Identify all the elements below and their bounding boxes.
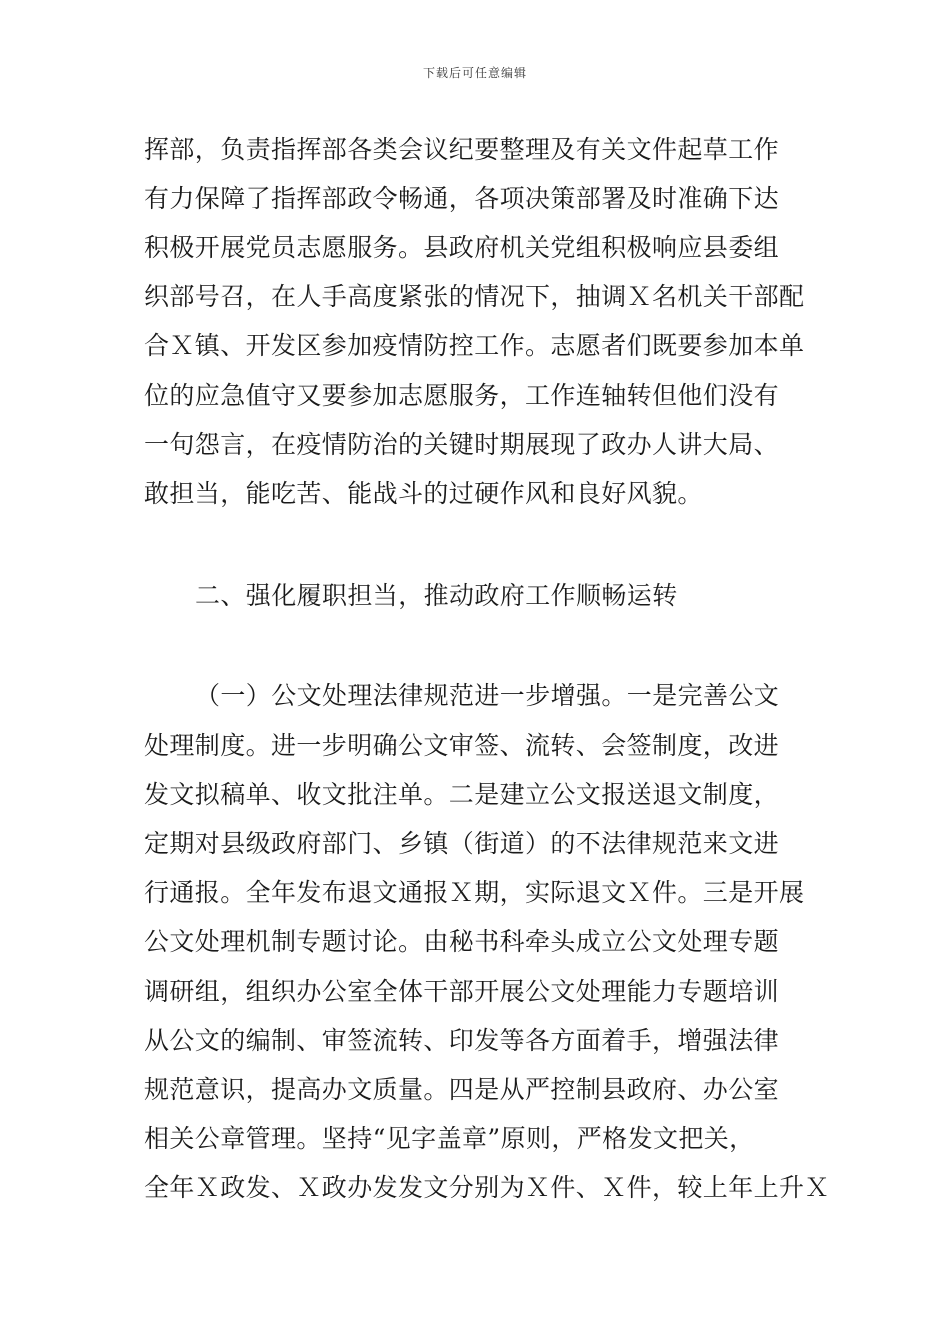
text-line: 规范意识，提高办文质量。四是从严控制县政府、办公室	[144, 1075, 780, 1104]
text-line: 织部号召，在人手高度紧张的情况下，抽调Ｘ名机关干部配	[144, 282, 805, 311]
text-line: 合Ｘ镇、开发区参加疫情防控工作。志愿者们既要参加本单	[144, 331, 805, 360]
text-line: 从公文的编制、审签流转、印发等各方面着手，增强法律	[144, 1026, 780, 1055]
text-line: 相关公章管理。坚持“见字盖章”原则，严格发文把关，	[144, 1124, 755, 1153]
text-line: 公文处理机制专题讨论。由秘书科牵头成立公文处理专题	[144, 927, 780, 956]
text-line: 发文拟稿单、收文批注单。二是建立公文报送退文制度，	[144, 780, 780, 809]
text-line: 敢担当，能吃苦、能战斗的过硬作风和良好风貌。	[144, 479, 703, 508]
text-line: 全年Ｘ政发、Ｘ政办发发文分别为Ｘ件、Ｘ件，较上年上升Ｘ	[144, 1173, 830, 1202]
text-line: 调研组，组织办公室全体干部开展公文处理能力专题培训	[144, 977, 780, 1006]
section-heading: 二、强化履职担当，推动政府工作顺畅运转	[195, 581, 678, 610]
text-line: 定期对县级政府部门、乡镇（街道）的不法律规范来文进	[144, 829, 780, 858]
text-line: 处理制度。进一步明确公文审签、流转、会签制度，改进	[144, 731, 780, 760]
header-note: 下载后可任意编辑	[422, 66, 527, 80]
text-line: （一）公文处理法律规范进一步增强。一是完善公文	[195, 681, 780, 710]
text-line: 有力保障了指挥部政令畅通，各项决策部署及时准确下达	[144, 184, 780, 213]
text-line: 位的应急值守又要参加志愿服务，工作连轴转但他们没有	[144, 381, 780, 410]
text-line: 挥部，负责指挥部各类会议纪要整理及有关文件起草工作	[144, 135, 780, 164]
text-line: 积极开展党员志愿服务。县政府机关党组积极响应县委组	[144, 233, 780, 262]
text-line: 行通报。全年发布退文通报Ｘ期，实际退文Ｘ件。三是开展	[144, 878, 805, 907]
text-line: 一句怨言，在疫情防治的关键时期展现了政办人讲大局、	[144, 430, 780, 459]
